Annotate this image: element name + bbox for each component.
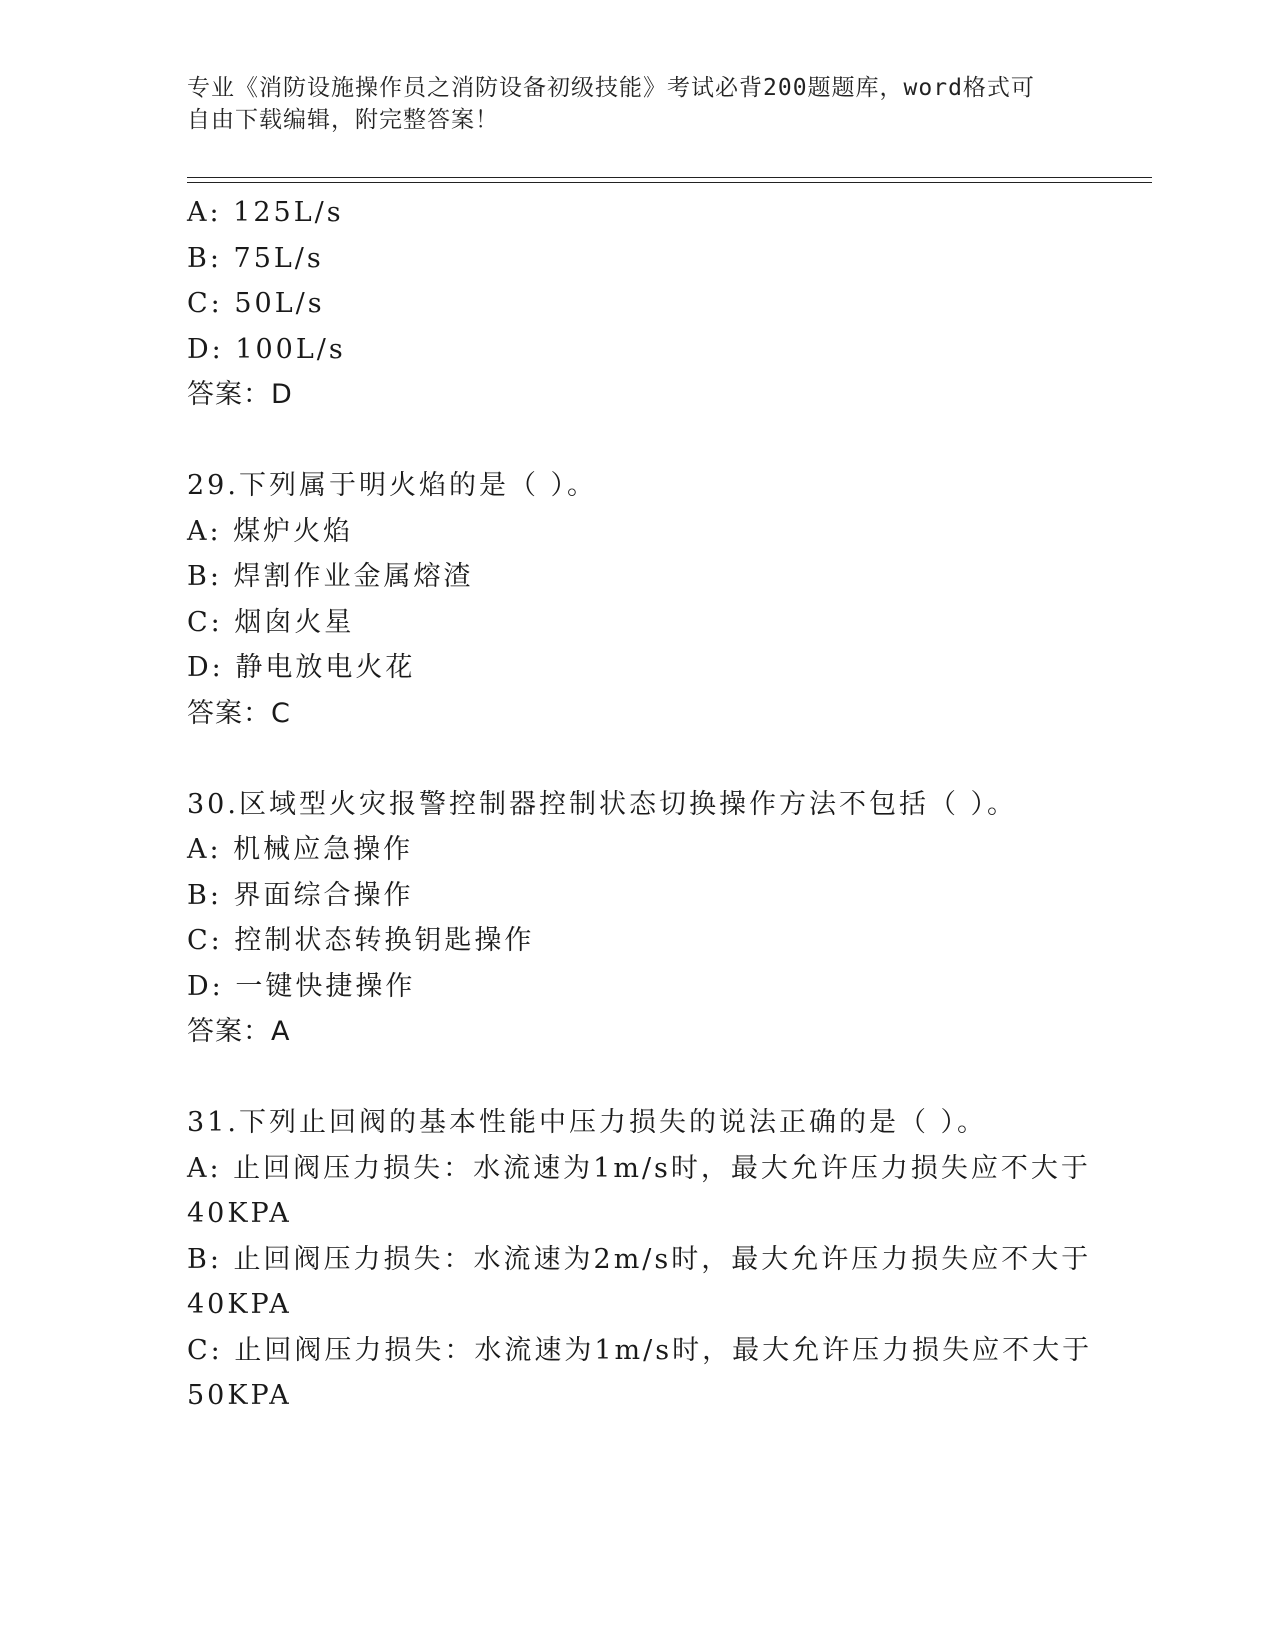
option-a: A: 止回阀压力损失：水流速为1m/s时，最大允许压力损失应不大于 xyxy=(187,1152,1091,1184)
question-text: 29.下列属于明火焰的是（ ）。 xyxy=(187,470,598,501)
question-29 xyxy=(187,463,1147,736)
question-text: 30.区域型火灾报警控制器控制状态切换操作方法不包括（ ）。 xyxy=(187,788,1018,820)
header-line-2: 自由下载编辑，附完整答案！ xyxy=(187,107,499,133)
spacer xyxy=(187,1055,1147,1101)
question-30 xyxy=(187,782,1147,1055)
header-rule-top xyxy=(187,177,1152,178)
option-a: A: 机械应急操作 xyxy=(187,834,414,865)
question-31 xyxy=(187,1100,1147,1419)
question-list xyxy=(187,190,1147,1419)
option-c-continued: 50KPA xyxy=(187,1380,292,1411)
document-header xyxy=(187,72,1087,136)
option-b: B: 止回阀压力损失：水流速为2m/s时，最大允许压力损失应不大于 xyxy=(187,1243,1092,1275)
option-c: C: 止回阀压力损失：水流速为1m/s时，最大允许压力损失应不大于 xyxy=(187,1334,1093,1366)
spacer xyxy=(187,418,1147,464)
header-line-1: 专业《消防设施操作员之消防设备初级技能》考试必背200题题库，word格式可 xyxy=(187,75,1035,101)
option-d: D: 静电放电火花 xyxy=(187,652,416,683)
answer: 答案：A xyxy=(187,1016,291,1047)
option-a: A: 煤炉火焰 xyxy=(187,515,354,547)
header-rule-bottom xyxy=(187,182,1152,183)
option-b-continued: 40KPA xyxy=(187,1289,292,1320)
option-c: C: 烟囱火星 xyxy=(187,606,355,638)
option-b: B: 75L/s xyxy=(187,242,324,274)
option-c: C: 控制状态转换钥匙操作 xyxy=(187,925,535,956)
option-b: B: 焊割作业金属熔渣 xyxy=(187,561,474,592)
option-c: C: 50L/s xyxy=(187,288,325,319)
option-d: D: 一键快捷操作 xyxy=(187,970,416,1002)
answer: 答案：C xyxy=(187,697,291,729)
option-d: D: 100L/s xyxy=(187,333,346,365)
question-text: 31.下列止回阀的基本性能中压力损失的说法正确的是（ ）。 xyxy=(187,1107,988,1138)
option-a-continued: 40KPA xyxy=(187,1198,292,1229)
option-a: A: 125L/s xyxy=(187,197,344,228)
answer: 答案：D xyxy=(187,379,293,410)
spacer xyxy=(187,736,1147,782)
question-28 xyxy=(187,190,1147,418)
option-b: B: 界面综合操作 xyxy=(187,879,414,911)
